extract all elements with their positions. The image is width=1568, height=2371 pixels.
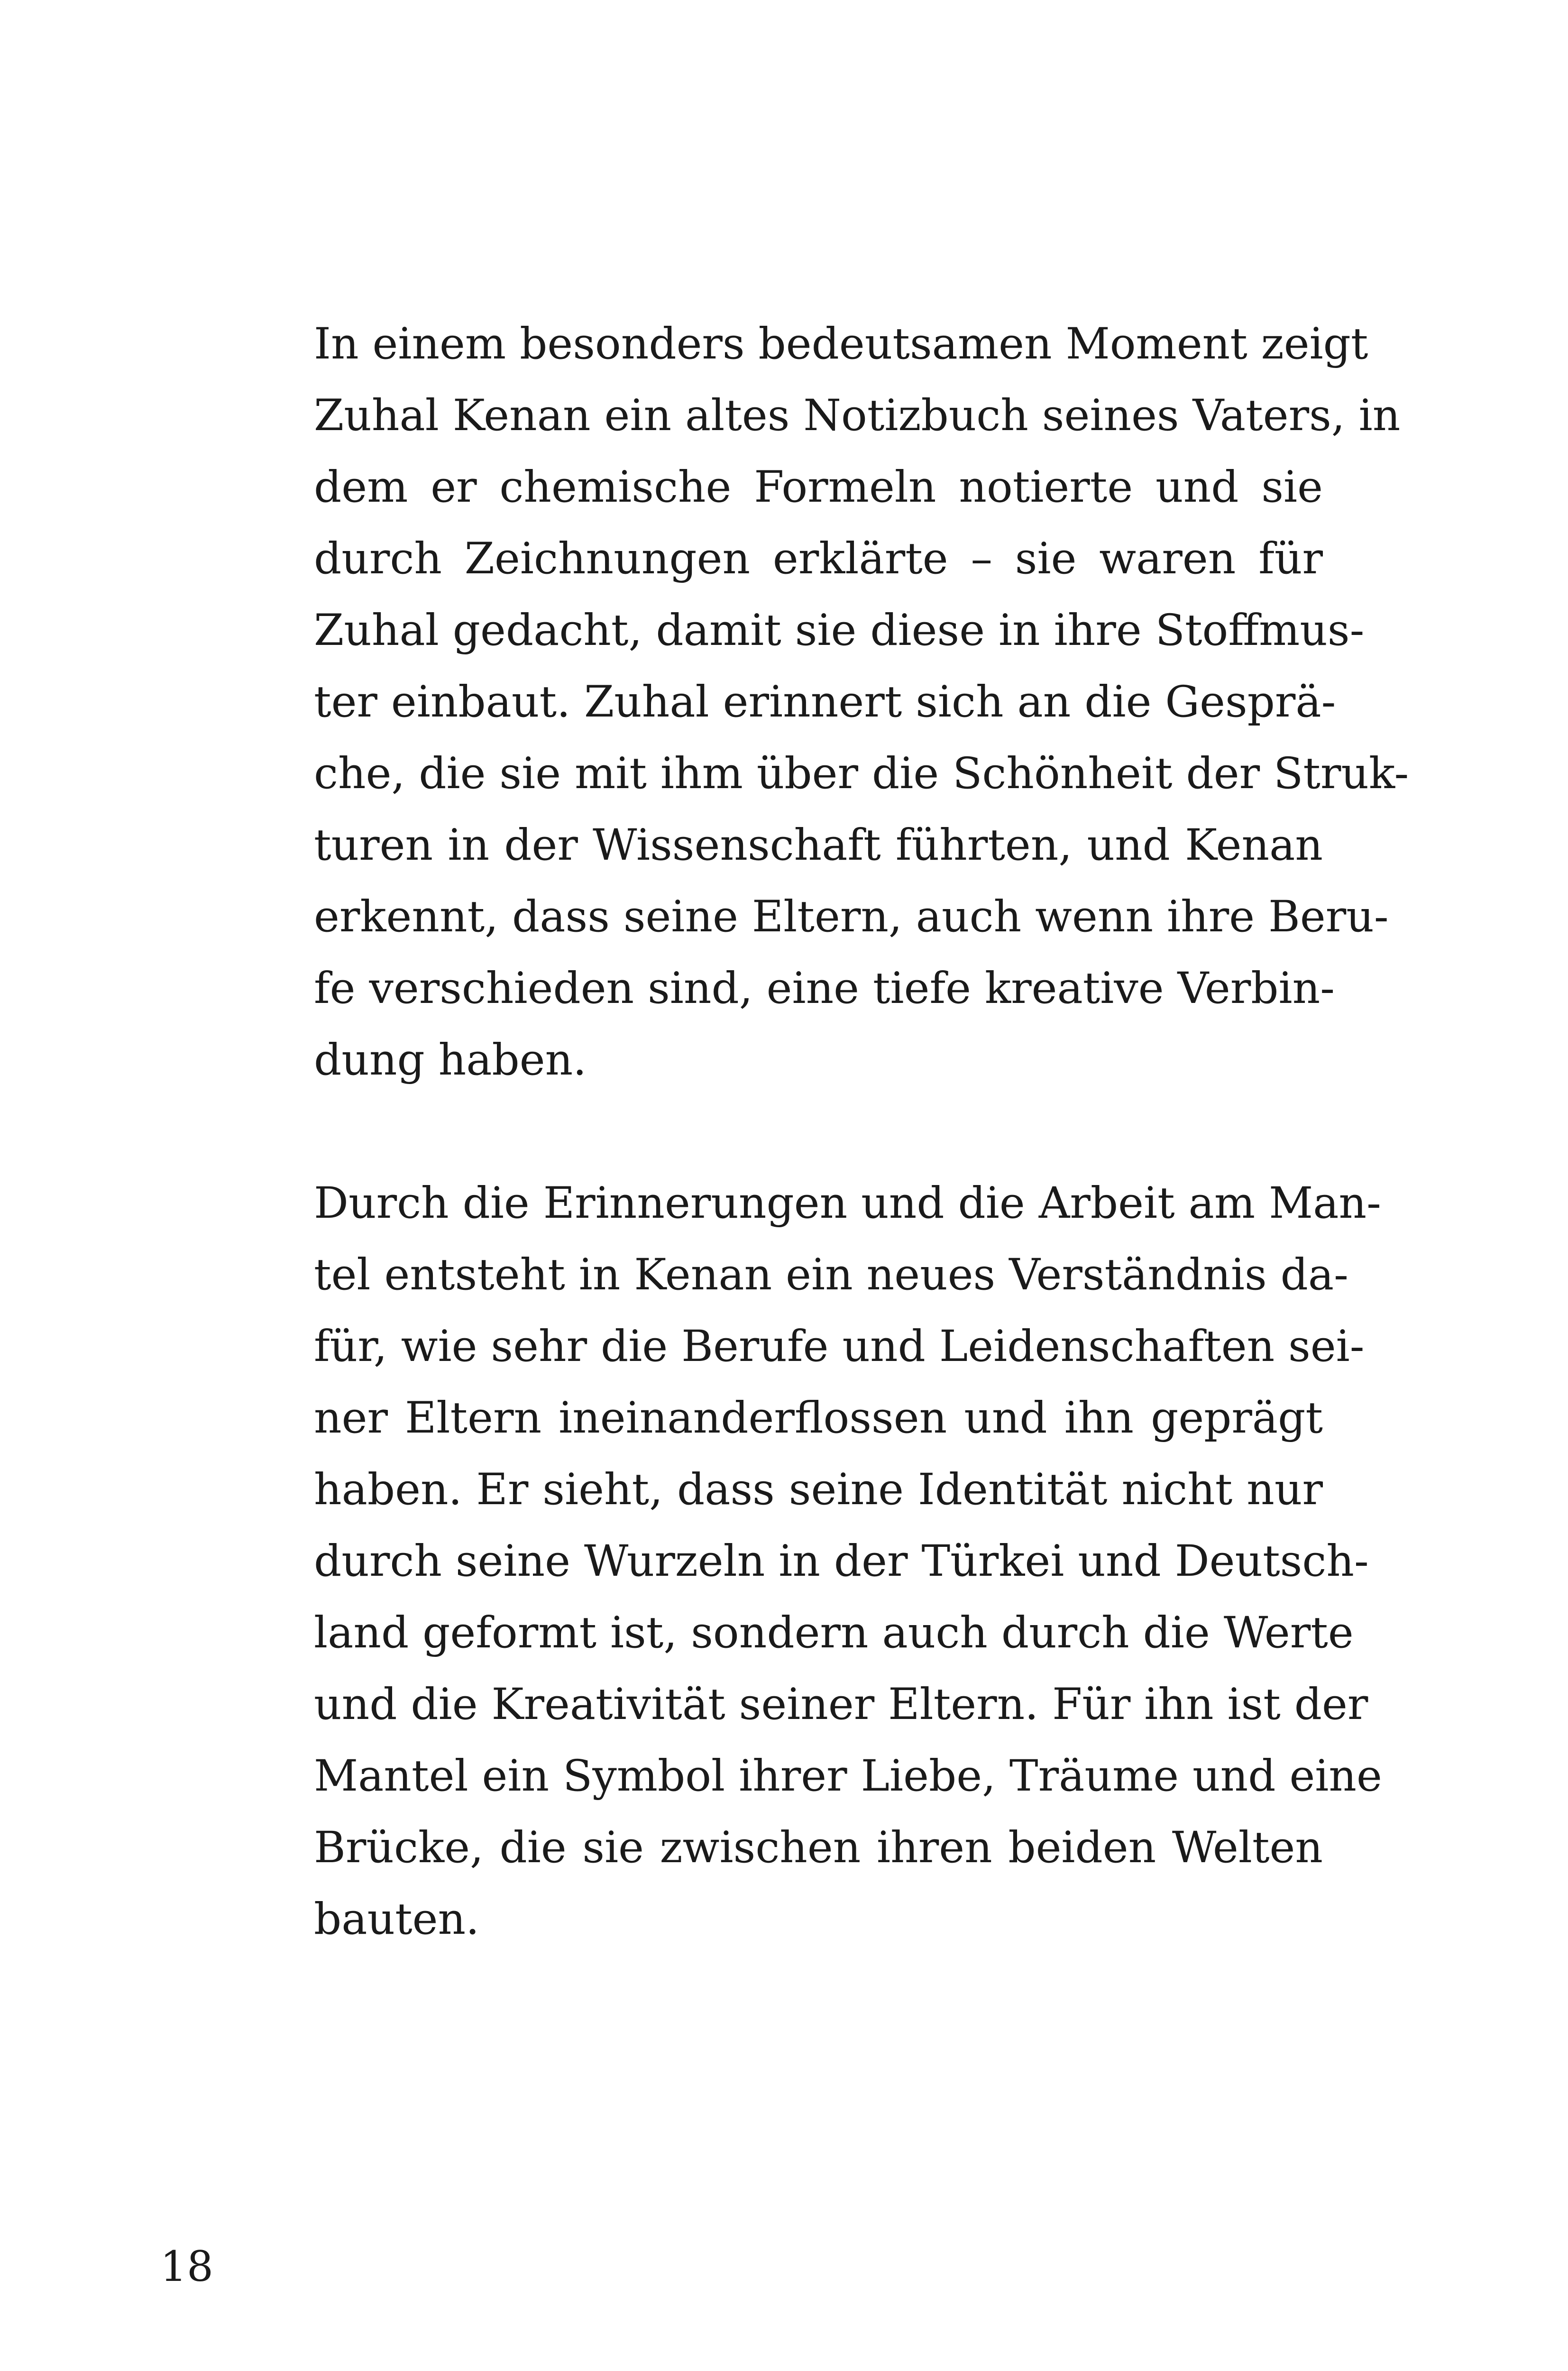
- text-line: durch Zeichnungen erklärte – sie waren für: [314, 534, 1323, 584]
- text-line: dung haben.: [314, 1035, 587, 1085]
- text-line: fe verschieden sind, eine tiefe kreative Verbin-: [314, 964, 1335, 1013]
- text-line: Mantel ein Symbol ihrer Liebe, Träume und eine: [314, 1751, 1382, 1801]
- text-line: tel entsteht in Kenan ein neues Verständnis da-: [314, 1250, 1348, 1300]
- body-text: [314, 308, 1409, 1955]
- text-line: erkennt, dass seine Eltern, auch wenn ihre Beru-: [314, 892, 1389, 942]
- text-line: bauten.: [314, 1894, 480, 1944]
- text-line: turen in der Wissenschaft führten, und Kenan: [314, 820, 1323, 870]
- text-line: Brücke, die sie zwischen ihren beiden Welten: [314, 1823, 1323, 1873]
- page-number: 18: [160, 2242, 213, 2291]
- text-line: land geformt ist, sondern auch durch die Werte: [314, 1608, 1354, 1658]
- text-line: dem er chemische Formeln notierte und sie: [314, 462, 1323, 512]
- text-line: Durch die Erinnerungen und die Arbeit am Man-: [314, 1178, 1381, 1228]
- text-line: ter einbaut. Zuhal erinnert sich an die Gesprä-: [314, 677, 1336, 727]
- text-line: che, die sie mit ihm über die Schönheit der Struk-: [314, 749, 1409, 799]
- text-line: haben. Er sieht, dass seine Identität nicht nur: [314, 1465, 1323, 1515]
- text-line: ner Eltern ineinanderflossen und ihn geprägt: [314, 1393, 1323, 1443]
- text-line: für, wie sehr die Berufe und Leidenschaften sei-: [314, 1322, 1365, 1371]
- paragraph-1: [314, 308, 1409, 1096]
- text-line: durch seine Wurzeln in der Türkei und Deutsch-: [314, 1536, 1369, 1586]
- paragraph-spacer: [314, 1096, 1323, 1167]
- text-line: In einem besonders bedeutsamen Moment zeigt: [314, 319, 1368, 369]
- text-line: Zuhal gedacht, damit sie diese in ihre Stoffmus-: [314, 606, 1365, 655]
- text-line: und die Kreativität seiner Eltern. Für ihn ist der: [314, 1680, 1368, 1729]
- paragraph-2: [314, 1167, 1382, 1955]
- text-line: Zuhal Kenan ein altes Notizbuch seines Vaters, in: [314, 391, 1401, 441]
